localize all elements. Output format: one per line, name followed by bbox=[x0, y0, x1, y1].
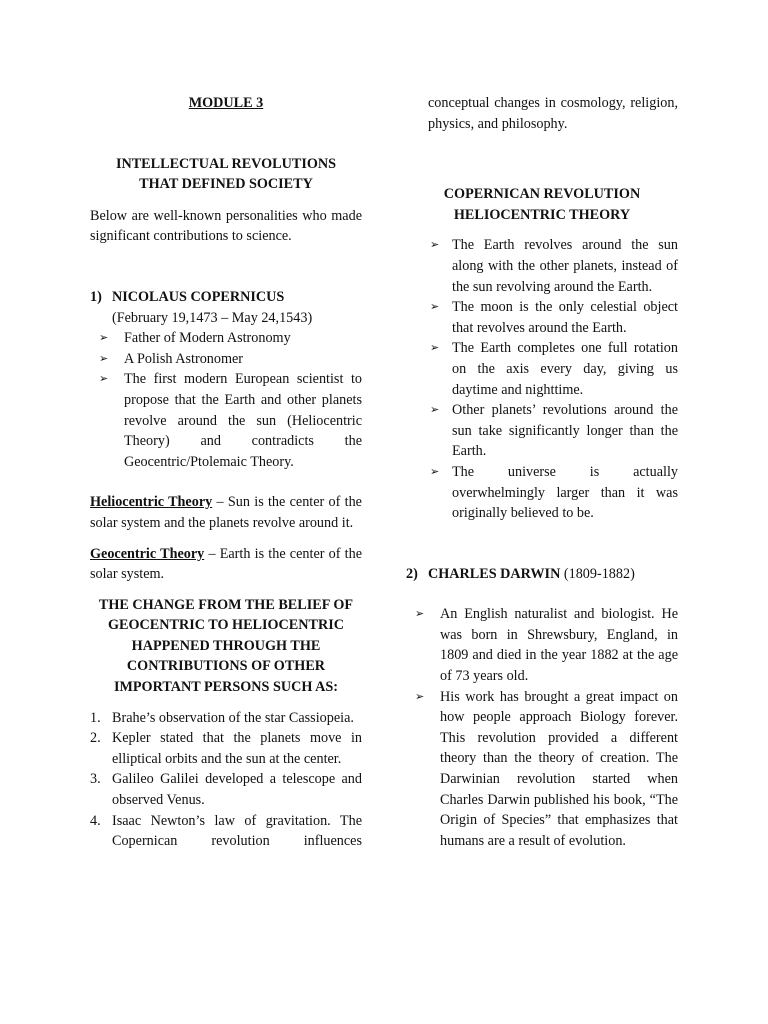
arrowhead-icon: ➢ bbox=[430, 300, 440, 314]
arrowhead-icon: ➢ bbox=[99, 351, 109, 365]
list-item: ➢ The Earth revolves around the sun along with the other planets, instead of the sun revolving around the Earth. bbox=[430, 237, 678, 295]
copernican-heading-line1: COPERNICAN REVOLUTION bbox=[443, 186, 641, 203]
main-heading-line1: INTELLECTUAL REVOLUTIONS bbox=[115, 155, 337, 172]
list-item: ➢ The Earth completes one full rotation on the axis every day, giving us daytime and nighttime. bbox=[430, 340, 678, 398]
section-number: 2) bbox=[406, 565, 418, 582]
right-column bbox=[406, 93, 678, 851]
arrowhead-icon: ➢ bbox=[99, 372, 109, 386]
section-name: CHARLES DARWIN (1809-1882) bbox=[428, 565, 635, 582]
darwin-bullet-list bbox=[406, 604, 678, 851]
left-column bbox=[90, 93, 362, 852]
arrowhead-icon: ➢ bbox=[430, 403, 440, 417]
section-heading-copernicus bbox=[90, 287, 362, 308]
list-item: ➢ An English naturalist and biologist. He was born in Shrewsbury, England, in 1809 and died in the year 1882 at the age of 73 years old. bbox=[415, 606, 678, 685]
section-number: 1) bbox=[90, 288, 102, 305]
list-item: ➢ Other planets’ revolutions around the sun take significantly longer than the Earth. bbox=[430, 402, 678, 460]
list-item: ➢ The universe is actually overwhelmingly larger than it was originally believed to be. bbox=[430, 463, 678, 522]
continuation-paragraph: conceptual changes in cosmology, religion, physics, and philosophy. bbox=[428, 95, 678, 132]
copernicus-dates: (February 19,1473 – May 24,1543) bbox=[112, 309, 313, 326]
section-heading-darwin bbox=[406, 564, 678, 585]
module-title: MODULE 3 bbox=[188, 95, 264, 111]
section-name: NICOLAUS COPERNICUS bbox=[112, 288, 285, 305]
heliocentric-def-text: – Sun is the center of the solar system and the planets revolve around it. bbox=[90, 494, 362, 531]
list-item: ➢ The first modern European scientist to propose that the Earth and other planets revolve around the sun (Heliocentric Theory) and contradicts the Geocentric/Ptolemaic Theory. bbox=[99, 371, 362, 470]
arrowhead-icon: ➢ bbox=[99, 331, 109, 345]
list-item: ➢ Father of Modern Astronomy bbox=[90, 328, 362, 349]
arrowhead-icon: ➢ bbox=[430, 341, 440, 355]
darwin-dates: (1809-1882) bbox=[560, 565, 635, 582]
arrowhead-icon: ➢ bbox=[415, 607, 425, 621]
arrowhead-icon: ➢ bbox=[430, 464, 440, 478]
geocentric-def-text: – Earth is the center of the solar system. bbox=[90, 545, 362, 583]
list-item: ➢ A Polish Astronomer bbox=[90, 349, 362, 370]
list-item: 4. Isaac Newton’s law of gravitation. The Copernican revolution influences bbox=[90, 812, 362, 850]
list-item: 2. Kepler stated that the planets move in elliptical orbits and the sun at the center. bbox=[90, 730, 362, 767]
copernicus-bullet-list bbox=[90, 328, 362, 472]
list-item: 3. Galileo Galilei developed a telescope and observed Venus. bbox=[90, 771, 362, 809]
geocentric-definition bbox=[90, 544, 362, 585]
arrowhead-icon: ➢ bbox=[430, 238, 440, 252]
list-item: 1. Brahe’s observation of the star Cassiopeia. bbox=[90, 709, 354, 726]
heliocentric-definition bbox=[90, 492, 362, 533]
intro-paragraph: Below are well-known personalities who made significant contributions to science. bbox=[90, 207, 362, 245]
geocentric-term: Geocentric Theory bbox=[90, 545, 205, 562]
arrowhead-icon: ➢ bbox=[415, 689, 425, 703]
heliocentric-term: Heliocentric Theory bbox=[90, 494, 213, 511]
list-item: ➢ The moon is the only celestial object that revolves around the Earth. bbox=[430, 299, 678, 336]
contributions-list bbox=[90, 708, 362, 852]
copernican-bullet-list bbox=[418, 235, 678, 523]
list-item: ➢ His work has brought a great impact on how people approach Biology forever. This revolution provided a different theory than the theory of creation. The Darwinian revolution started when Charles Darwin published his book, “The Origin of Species” that emphasizes that humans are a result of evolution. bbox=[415, 688, 678, 849]
change-heading: THE CHANGE FROM THE BELIEF OF GEOCENTRIC TO HELIOCENTRIC HAPPENED THROUGH THE CONTRIBUTIONS OF OTHER IMPORTANT PERSONS SUCH AS: bbox=[98, 596, 354, 696]
copernican-heading-line2: HELIOCENTRIC THEORY bbox=[453, 206, 631, 223]
main-heading-line2: THAT DEFINED SOCIETY bbox=[139, 176, 313, 193]
